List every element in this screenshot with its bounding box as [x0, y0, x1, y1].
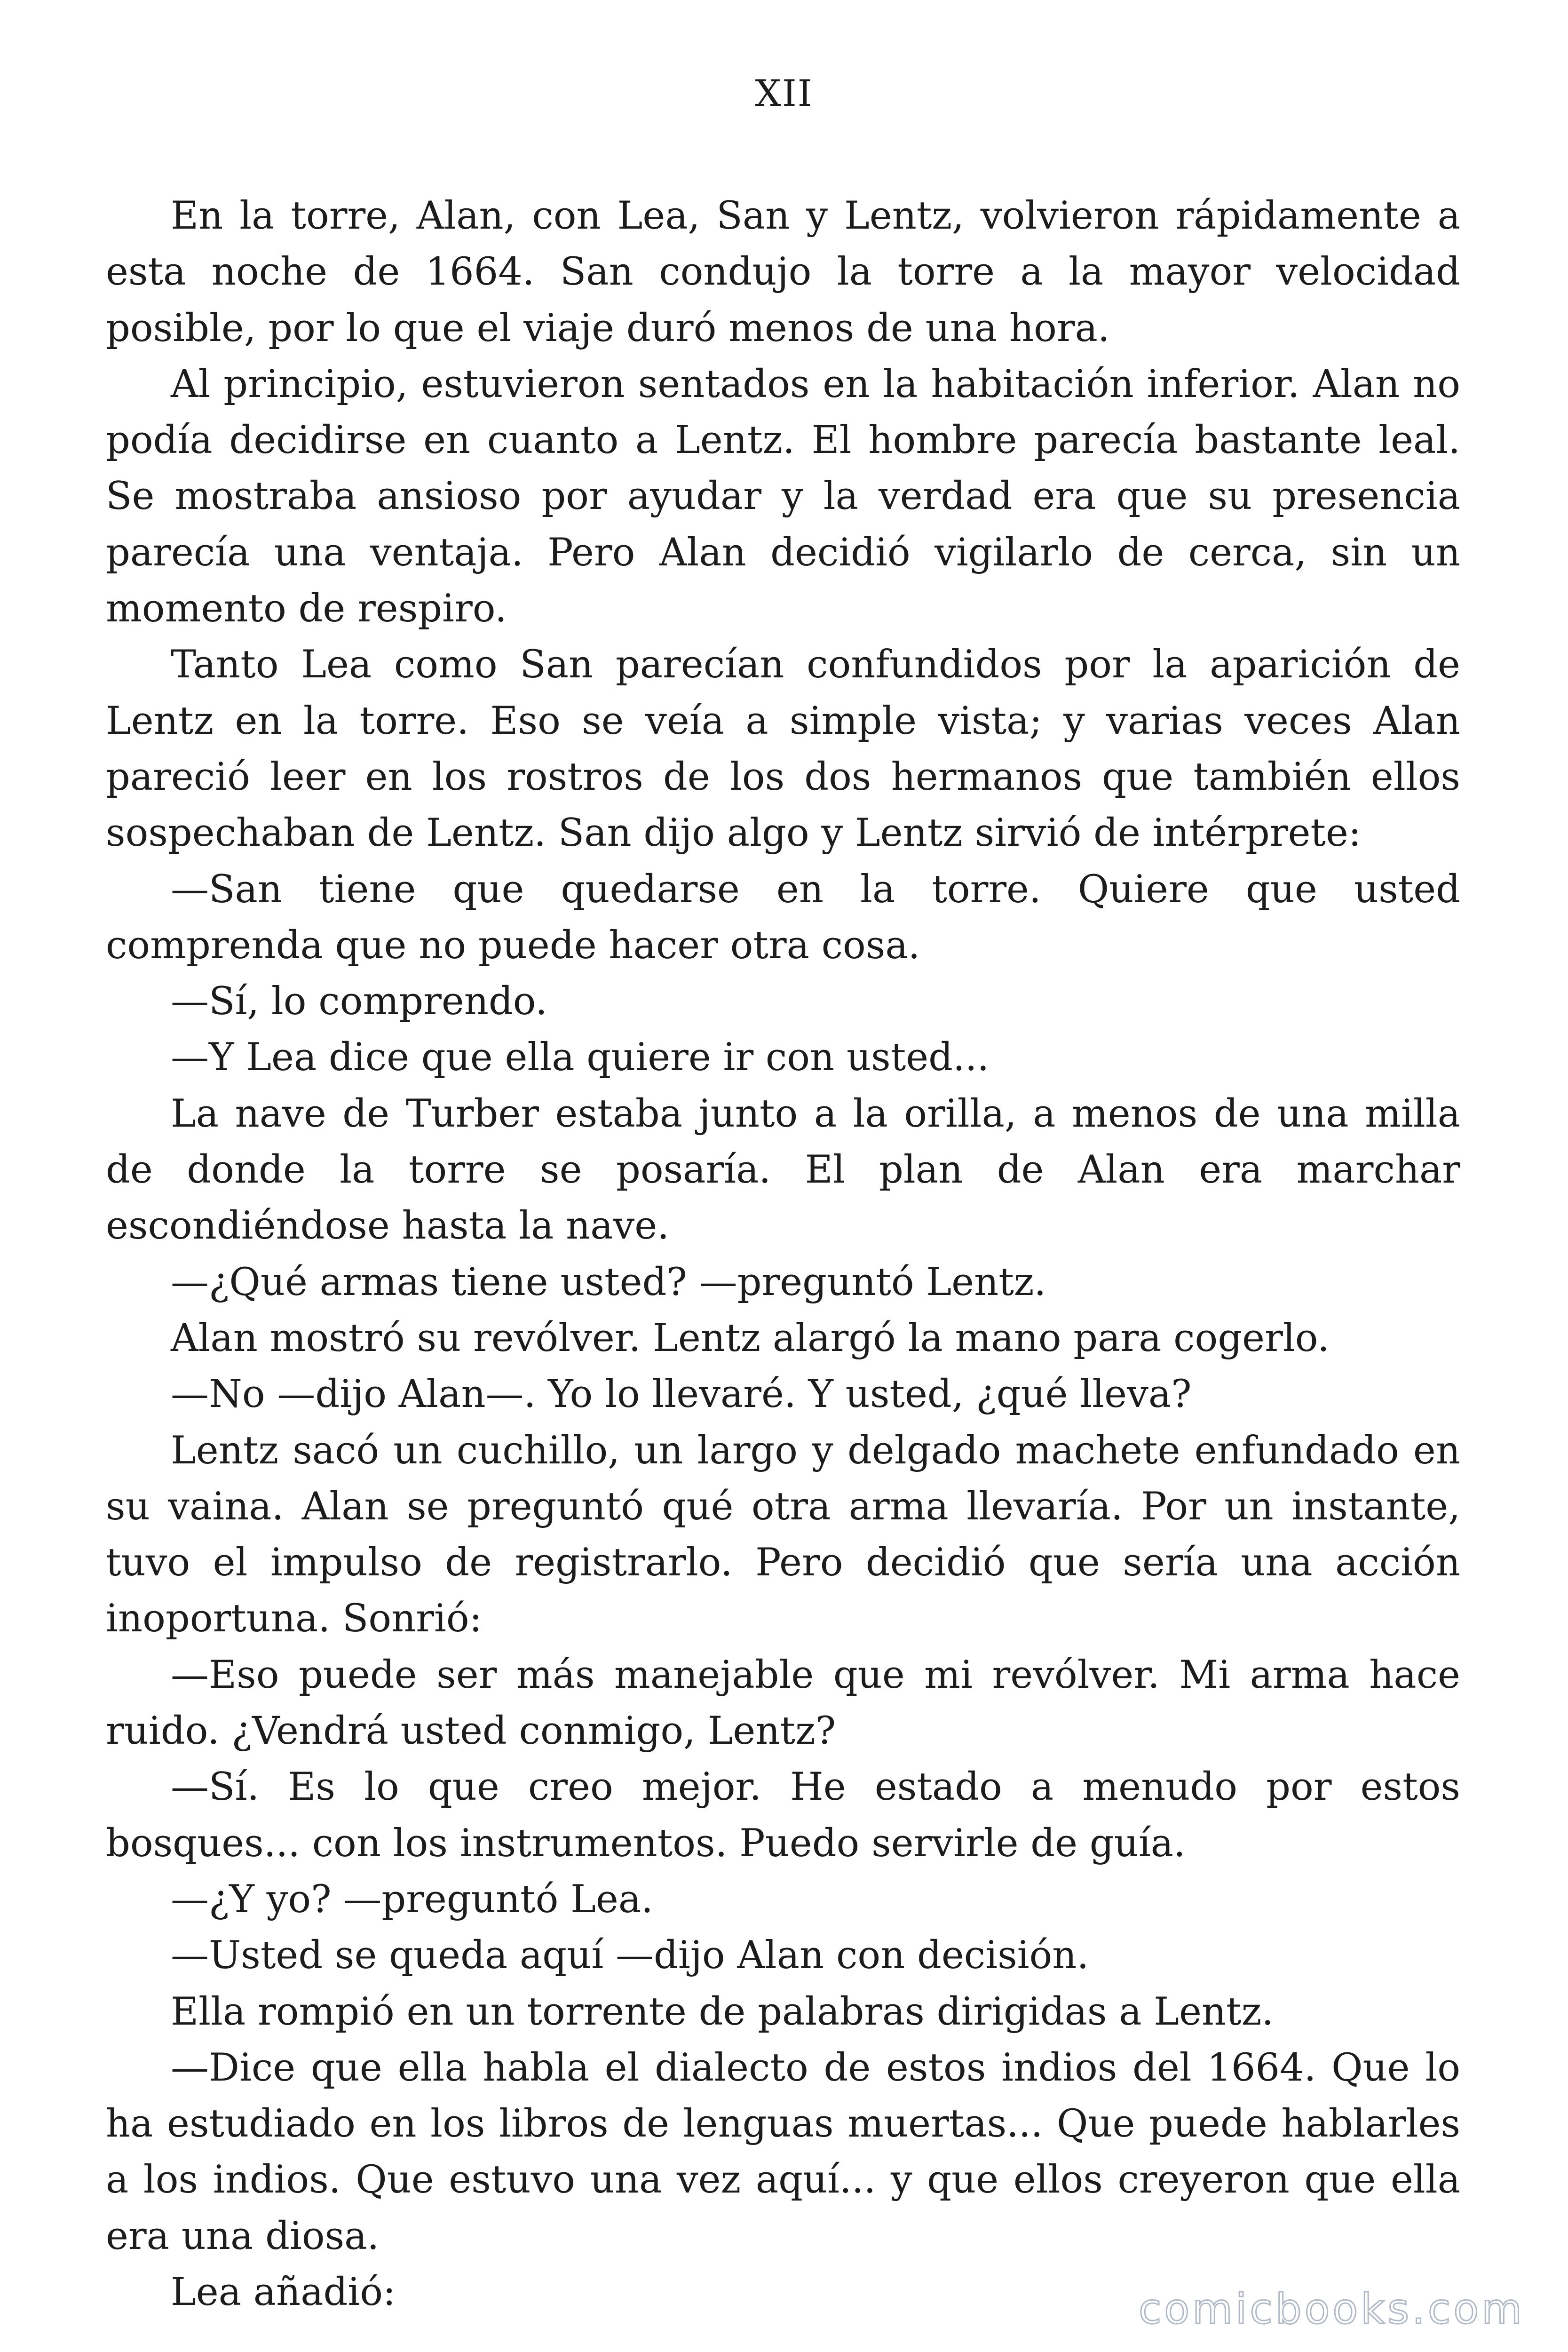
paragraph: La nave de Turber estaba junto a la orilla, a menos de una milla de donde la torre se posaría. El plan de Alan era marchar escondiéndose hasta la nave.	[106, 1091, 1460, 1248]
paragraph: Alan mostró su revólver. Lentz alargó la mano para cogerlo.	[171, 1316, 1330, 1360]
paragraph: —Y Lea dice que ella quiere ir con usted...	[171, 1035, 990, 1080]
paragraph: Al principio, estuvieron sentados en la habitación inferior. Alan no podía decidirse en cuanto a Lentz. El hombre parecía bastante leal. Se mostraba ansioso por ayudar y la verdad era que su presencia parecía una ventaja. Pero Alan decidió vigilarlo de cerca, sin un momento de respiro.	[106, 362, 1460, 631]
paragraph: —Sí, lo comprendo.	[171, 979, 547, 1024]
paragraph: Lea añadió:	[171, 2270, 396, 2314]
paragraph: En la torre, Alan, con Lea, San y Lentz, volvieron rápidamente a esta noche de 1664. San condujo la torre a la mayor velocidad posible, por lo que el viaje duró menos de una hora.	[106, 194, 1460, 350]
paragraph: —Sí. Es lo que creo mejor. He estado a menudo por estos bosques... con los instrumentos. Puedo servirle de guía.	[106, 1765, 1460, 1866]
paragraph: —Usted se queda aquí —dijo Alan con decisión.	[171, 1933, 1089, 1978]
text-body	[106, 188, 1460, 2320]
paragraph: —Dice que ella habla el dialecto de estos indios del 1664. Que lo ha estudiado en los libros de lenguas muertas... Que puede hablarles a los indios. Que estuvo una vez aquí... y que ellos creyeron que ella era una diosa.	[106, 2045, 1460, 2258]
paragraph: —¿Y yo? —preguntó Lea.	[171, 1877, 653, 1922]
paragraph: Ella rompió en un torrente de palabras dirigidas a Lentz.	[171, 1989, 1274, 2034]
chapter-heading: XII	[755, 72, 813, 115]
paragraph: —Eso puede ser más manejable que mi revólver. Mi arma hace ruido. ¿Vendrá usted conmigo, Lentz?	[106, 1653, 1460, 1754]
paragraph: Tanto Lea como San parecían confundidos por la aparición de Lentz en la torre. Eso se veía a simple vista; y varias veces Alan pareció leer en los rostros de los dos hermanos que también ellos sospechaban de Lentz. San dijo algo y Lentz sirvió de intérprete:	[106, 643, 1460, 856]
paragraph: —San tiene que quedarse en la torre. Quiere que usted comprenda que no puede hacer otra cosa.	[106, 867, 1460, 968]
watermark: comicbooks.com	[1138, 2285, 1525, 2333]
paragraph: Lentz sacó un cuchillo, un largo y delgado machete enfundado en su vaina. Alan se preguntó qué otra arma llevaría. Por un instante, tuvo el impulso de registrarlo. Pero decidió que sería una acción inoportuna. Sonrió:	[106, 1428, 1460, 1641]
paragraph: —No —dijo Alan—. Yo lo llevaré. Y usted, ¿qué lleva?	[171, 1372, 1192, 1417]
paragraph: —¿Qué armas tiene usted? —preguntó Lentz.	[171, 1260, 1046, 1304]
